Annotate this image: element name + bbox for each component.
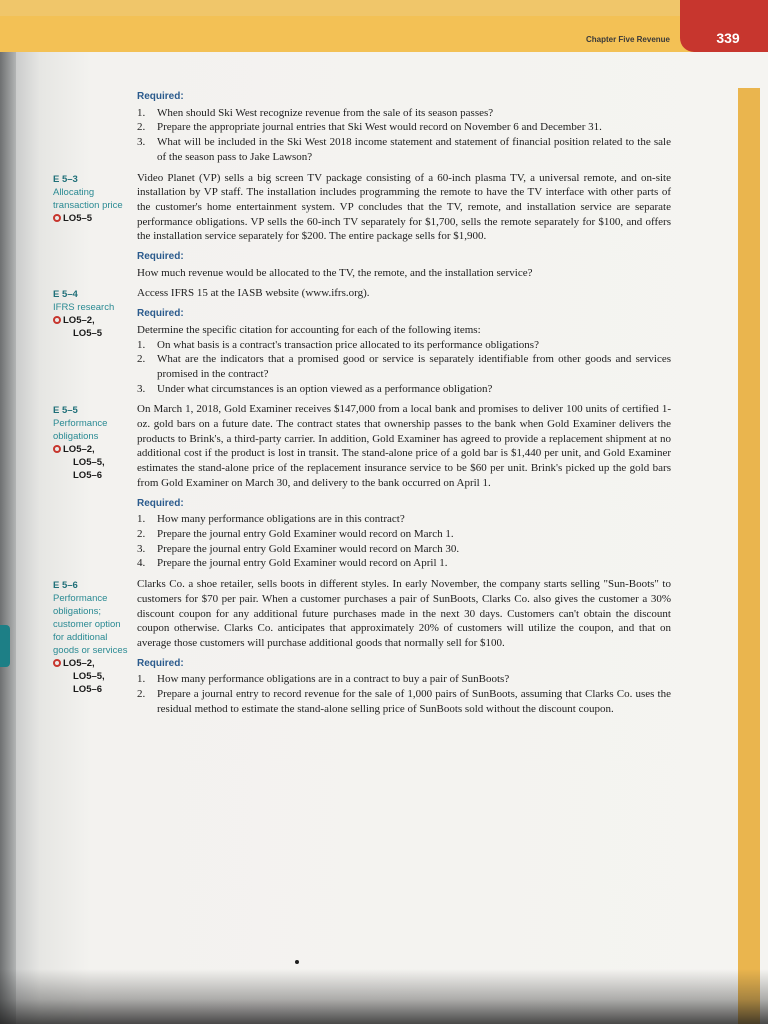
- exercise-e5-5: [53, 402, 671, 571]
- required-heading: Required:: [137, 657, 184, 669]
- list-item: 4. Prepare the journal entry Gold Examiner would record on April 1.: [137, 557, 448, 570]
- learning-objective-extra: LO5–5: [73, 328, 103, 340]
- list-item: 1. On what basis is a contract's transaction price allocated to its performance obligations?: [137, 338, 539, 351]
- list-item: 3. Prepare the journal entry Gold Examiner would record on March 30.: [137, 542, 460, 555]
- learning-objective: LO5–2,: [53, 314, 129, 327]
- list-item: 3. What will be included in the Ski West 2018 income statement and statement of financial position related to the sale of the season pass to Jake Lawson?: [137, 136, 671, 163]
- required-heading: Required:: [137, 308, 184, 320]
- exercise-margin-label: [53, 579, 129, 696]
- exercise-question: How much revenue would be allocated to the TV, the remote, and the installation service?: [137, 266, 533, 279]
- list-item: 2. What are the indicators that a promised good or service is separately identifiable from other goods and services promised in the contract?: [137, 353, 671, 380]
- exercise-code: E 5–3: [53, 173, 78, 185]
- required-heading: Required:: [137, 251, 184, 263]
- exercise-body: Video Planet (VP) sells a big screen TV package consisting of a 60-inch plasma TV, a universal remote, and on-site installation by VP staff. The installation includes programming the remote to have the TV interface with other parts of the customer's home entertainment system. VP concludes that the TV, remote, and installation service are separate performance obligations. VP sells the 60-inch TV separately for $1,700, sells the remote separately for $100, and offers the installation service separately for $200. The entire package sells for $1,900.: [137, 171, 671, 243]
- right-edge-bar: [738, 88, 760, 1024]
- exercise-e5-3: [53, 171, 671, 281]
- exercise-e5-6: [53, 577, 671, 716]
- page-gutter: [0, 0, 16, 1024]
- show-through-tab: [0, 625, 10, 667]
- exercise-margin-label: [53, 173, 129, 225]
- exercise-body: Clarks Co. a shoe retailer, sells boots in different styles. In early November, the company starts selling "Sun-Boots" to customers for $70 per pair. When a customer purchases a pair of SunBoots, Clarks Co. also gives the customer a 30% discount coupon for any additional future purchases made in the next 30 days. Customers can't obtain the discount coupon otherwise. Clarks Co. anticipates that approximately 20% of customers will utilize the coupon, and that on average those customers will purchase additional goods that normally sell for $100.: [137, 578, 671, 649]
- required-list: [137, 512, 671, 571]
- list-item: 1. How many performance obligations are in this contract?: [137, 513, 405, 526]
- exercise-code: E 5–6: [53, 580, 78, 592]
- exercise-body: On March 1, 2018, Gold Examiner receives $147,000 from a local bank and promises to deliver 100 units of certified 1-oz. gold bars on a future date. The contract states that ownership passes to the bank when Gold Examiner delivers the products to Brink's, a third-party carrier. In addition, Gold Examiner has agreed to provide a replacement shipment at no additional cost if the product is lost in transit. The stand-alone price of a gold bar is $1,440 per unit, and Gold Examiner estimates the stand-alone price of the replacement insurance service to be $60 per unit. Brink's picked up the gold bars from Gold Examiner on March 30, and delivery to the bank occurred on April 1.: [137, 403, 671, 489]
- lo-icon: [53, 445, 61, 453]
- exercise-title: IFRS research: [53, 302, 115, 314]
- learning-objective-extra: LO5–5,: [73, 671, 105, 683]
- exercise-title: Performance obligations: [53, 418, 108, 443]
- list-item: 2. Prepare the appropriate journal entries that Ski West would record on November 6 and December 31.: [137, 121, 602, 134]
- running-head: Chapter Five Revenue: [585, 35, 670, 44]
- learning-objective-extra: LO5–6: [73, 684, 103, 696]
- learning-objective: LO5–2,: [53, 443, 129, 456]
- exercise-title: Performance obligations; customer option for additional goods or services: [53, 593, 128, 657]
- lo-icon: [53, 214, 61, 222]
- exercise-margin-label: [53, 404, 129, 482]
- learning-objective-extra: LO5–6: [73, 470, 103, 482]
- exercise-e5-4: [53, 286, 671, 396]
- list-item: 1. When should Ski West recognize revenue from the sale of its season passes?: [137, 106, 494, 119]
- lo-icon: [53, 316, 61, 324]
- exercise-intro: Determine the specific citation for accounting for each of the following items:: [137, 323, 481, 336]
- lo-icon: [53, 659, 61, 667]
- exercise-margin-label: [53, 288, 129, 340]
- header-band-top: [0, 0, 768, 16]
- required-list: [137, 672, 671, 716]
- list-item: 2. Prepare a journal entry to record revenue for the sale of 1,000 pairs of SunBoots, assuming that Clarks Co. uses the residual method to estimate the stand-alone selling price of SunBoots sold without the discount coupon.: [137, 688, 671, 715]
- required-heading: Required:: [137, 497, 184, 509]
- exercise-title: Allocating transaction price: [53, 186, 123, 211]
- list-item: 3. Under what circumstances is an option viewed as a performance obligation?: [137, 382, 493, 395]
- required-list: [137, 106, 671, 165]
- exercise-body: Access IFRS 15 at the IASB website (www.ifrs.org).: [137, 287, 370, 300]
- required-heading: Required:: [137, 91, 184, 102]
- exercise-code: E 5–5: [53, 405, 78, 417]
- learning-objective: LO5–2,: [53, 657, 129, 670]
- list-item: 1. How many performance obligations are in a contract to buy a pair of SunBoots?: [137, 673, 510, 686]
- page-bottom-shadow: [0, 969, 768, 1024]
- learning-objective: LO5–5: [53, 212, 129, 225]
- required-list: [137, 338, 671, 397]
- exercise-code: E 5–4: [53, 289, 78, 301]
- stray-mark: [295, 960, 299, 964]
- page-content: [53, 90, 671, 722]
- page-number: 339: [716, 30, 740, 46]
- list-item: 2. Prepare the journal entry Gold Examiner would record on March 1.: [137, 527, 454, 540]
- learning-objective-extra: LO5–5,: [73, 457, 105, 469]
